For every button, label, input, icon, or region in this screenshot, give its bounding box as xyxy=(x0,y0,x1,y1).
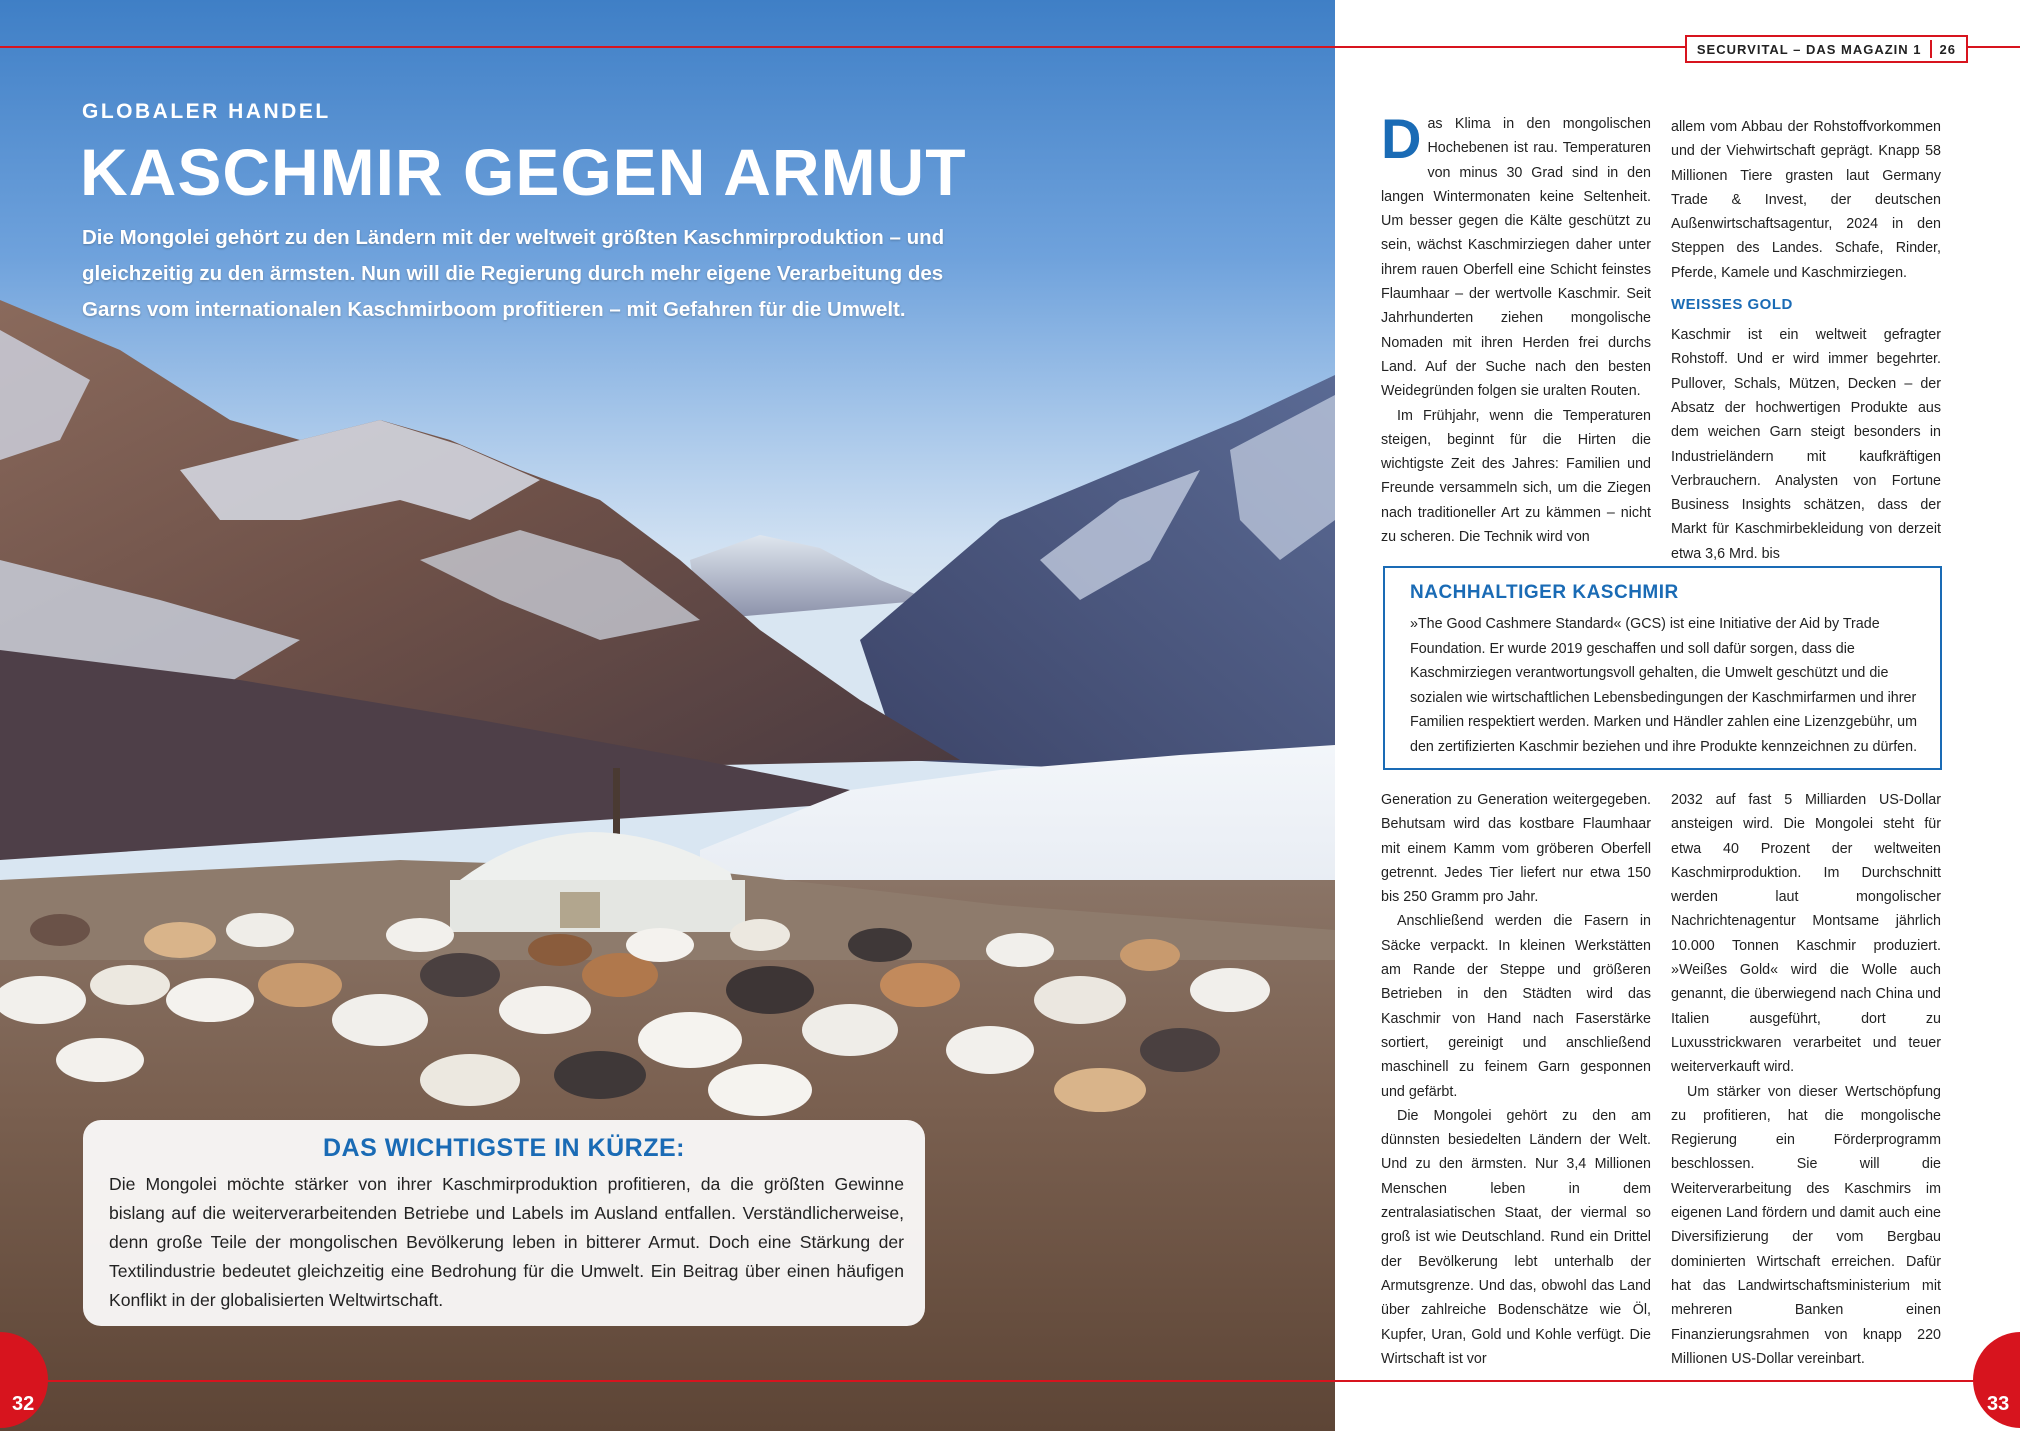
magazine-title: SECURVITAL – DAS MAGAZIN 1 xyxy=(1696,41,1922,57)
paragraph: Generation zu Generation weitergegeben. Behutsam wird das kostbare Flaumhaar mit einem Kamm vom gröberen Oberfell getrennt. Jedes Tier liefert nur etwa 150 bis 250 Gramm pro Jahr. xyxy=(1381,792,1651,906)
summary-box xyxy=(83,1120,925,1326)
right-page xyxy=(1335,0,2020,1431)
page-number-left: 32 xyxy=(12,1393,35,1415)
paragraph: Um stärker von dieser Wertschöpfung zu profitieren, hat die mongolische Regierung ein Förderprogramm beschlossen. Sie will die Weiterverarbeitung des Kaschmirs im eigenen Land fördern und damit auch eine Diversifizierung der vom Bergbau dominierten Wirtschaft erreichen. Dafür hat das Landwirtschaftsministerium mit mehreren Banken einen Finanzierungsrahmen von knapp 220 Millionen US-Dollar vereinbart. xyxy=(1671,1083,1941,1367)
article-kicker: GLOBALER HANDEL xyxy=(82,100,331,123)
article-headline: KASCHMIR GEGEN ARMUT xyxy=(80,135,967,209)
bottom-rule xyxy=(0,1380,1335,1382)
paragraph: 2032 auf fast 5 Milliarden US-Dollar ansteigen wird. Die Mongolei steht für etwa 40 Prozent der weltweiten Kaschmirproduktion. Im Durchschnitt werden laut mongolischer Nachrichtenagentur Montsame jährlich 10.000 Tonnen Kaschmir produziert. »Weißes Gold« wird die Wolle auch genannt, die überwiegend nach China und Italien ausgeführt, dort zu Luxusstrickwaren verarbeitet und teuer weiterverkauft wird. xyxy=(1671,792,1941,1076)
paragraph: Im Frühjahr, wenn die Temperaturen steigen, beginnt für die Hirten die wichtigste Zeit des Jahres: Familien und Freunde versammeln sich, um die Ziegen nach traditioneller Art zu kämmen – nicht zu scheren. Die Technik wird von xyxy=(1381,407,1651,546)
page-number-right: 33 xyxy=(1987,1393,2010,1415)
text-column-1-bottom xyxy=(1381,788,1651,1371)
paragraph: Die Mongolei gehört zu den am dünnsten besiedelten Ländern der Welt. Und zu den ärmsten. Nur 3,4 Millionen Menschen leben in dem zentralasiatischen Staat, der viermal so groß ist wie Deutschland. Rund ein Drittel der Bevölkerung lebt unterhalb der Armutsgrenze. Und das, obwohl das Land über zahlreiche Bodenschätze wie Öl, Kupfer, Uran, Gold und Kohle verfügt. Die Wirtschaft ist vor xyxy=(1381,1107,1651,1367)
drop-cap: D xyxy=(1381,107,1422,170)
info-box xyxy=(1383,566,1942,770)
paragraph: Anschließend werden die Fasern in Säcke verpackt. In kleinen Werkstätten am Rande der Steppe und größeren Betrieben in den Städten wird das Kaschmir von Hand nach Faserstärke sortiert, gereinigt und anschließend maschinell zu feinem Garn gesponnen und gefärbt. xyxy=(1381,913,1651,1100)
magazine-header xyxy=(1685,35,1968,63)
info-box-text: »The Good Cashmere Standard« (GCS) ist eine Initiative der Aid by Trade Foundation. Er wurde 2019 geschaffen und soll dafür sorgen, dass die Kaschmirziegen verantwortungsvoll gehalten, die Umwelt geschützt und die sozialen wie wirtschaftlichen Lebensbedingungen der Kaschmirfarmen und ihrer Familien respektiert werden. Marken und Händler zahlen eine Lizenzgebühr, um den zertifizierten Kaschmir beziehen und ihre Produkte kennzeichnen zu dürfen. xyxy=(1410,616,1918,755)
paragraph: Kaschmir ist ein weltweit gefragter Rohstoff. Und er wird immer begehrter. Pullover, Schals, Mützen, Decken – der Absatz der hochwertigen Produkte aus dem weichen Garn steigt besonders in Industrieländern mit kaufkräftigen Verbrauchern. Analysten von Fortune Business Insights schätzen, dass der Markt für Kaschmirbekleidung von derzeit etwa 3,6 Mrd. bis xyxy=(1671,327,1941,562)
header-separator xyxy=(1930,40,1932,58)
text-column-2-bottom xyxy=(1671,788,1941,1371)
text-column-1-top xyxy=(1381,107,1651,549)
issue-page-number: 26 xyxy=(1939,41,1956,57)
bottom-rule-right xyxy=(1335,1380,2020,1382)
paragraph: allem vom Abbau der Rohstoffvorkommen und der Viehwirtschaft geprägt. Knapp 58 Millionen Tiere grasten laut Germany Trade & Invest, der deutschen Außenwirtschaftsagentur, 2024 in den Steppen des Landes. Schafe, Rinder, Pferde, Kamele und Kaschmirziegen. xyxy=(1671,119,1941,281)
paragraph: Das Klima in den mongolischen Hochebenen ist rau. Temperaturen von minus 30 Grad sind in den langen Wintermonaten keine Seltenheit. Um besser gegen die Kälte geschützt zu sein, wächst Kaschmirziegen daher unter ihrem rauen Oberfell eine Schicht feinstes Flaumhaar – der wertvolle Kaschmir. Seit Jahrhunderten ziehen mongolische Nomaden mit ihren Herden frei durchs Land. Auf der Suche nach den besten Weidegründen folgen sie uralten Routen. xyxy=(1381,107,1651,400)
summary-text: Die Mongolei möchte stärker von ihrer Kaschmirproduktion profitieren, da die größten Gewinne bislang auf die weiterverarbeitenden Betriebe und Labels im Ausland entfallen. Verständlicherweise, denn große Teile der mongolischen Bevölkerung leben in bitterer Armut. Doch eine Stärkung der Textilindustrie bedeutet gleichzeitig eine Bedrohung für die Umwelt. Ein Beitrag über einen häufigen Konflikt in der globalisierten Weltwirtschaft. xyxy=(109,1174,904,1310)
text-column-2-top xyxy=(1671,115,1941,566)
info-box-title: NACHHALTIGER KASCHMIR xyxy=(1410,582,1679,603)
top-rule xyxy=(0,46,1335,48)
subheading: WEISSES GOLD xyxy=(1671,296,1793,314)
article-lead: Die Mongolei gehört zu den Ländern mit der weltweit größten Kaschmirproduktion – und gleichzeitig zu den ärmsten. Nun will die Regierung durch mehr eigene Verarbeitung des Garns vom internationalen Kaschmirboom profitieren – mit Gefahren für die Umwelt. xyxy=(82,226,945,321)
summary-title: DAS WICHTIGSTE IN KÜRZE: xyxy=(323,1134,685,1162)
